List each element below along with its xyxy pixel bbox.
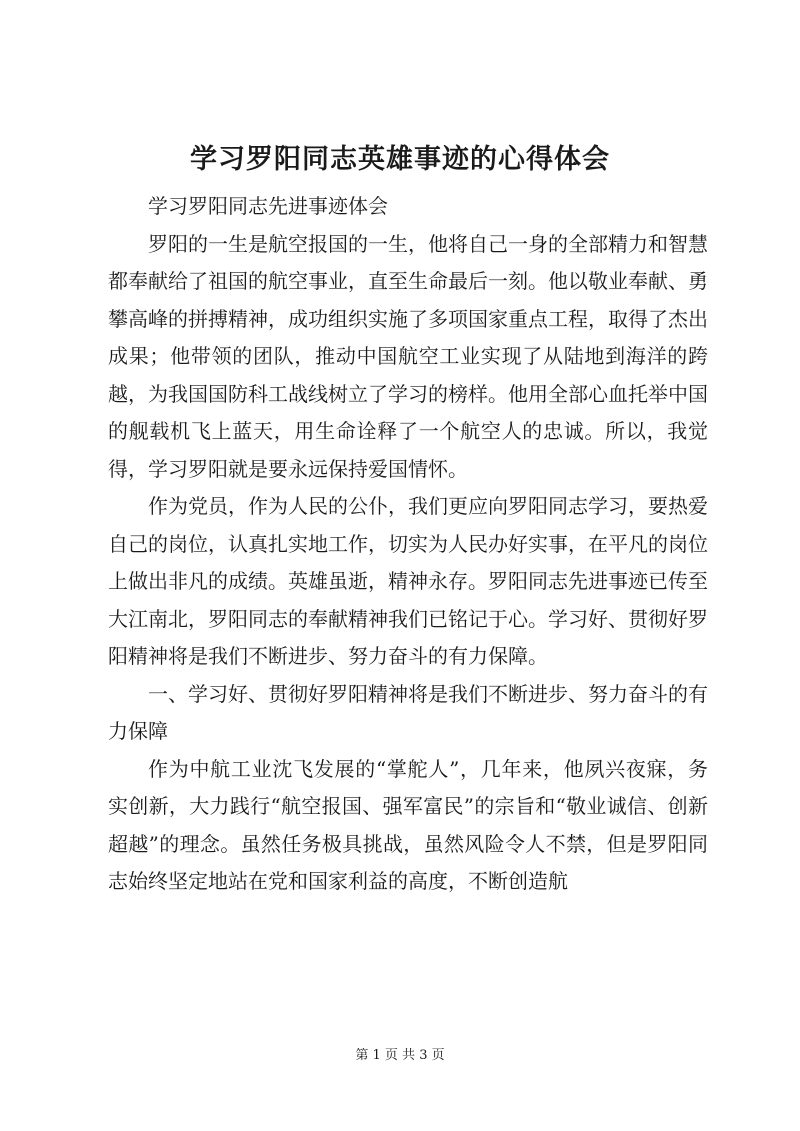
page-footer <box>0 1046 800 1066</box>
subtitle-paragraph: 学习罗阳同志先进事迹体会 <box>148 194 388 218</box>
document-body <box>108 188 708 901</box>
body-paragraph: 作为中航工业沈飞发展的“掌舵人”，几年来，他夙兴夜寐，务实创新，大力践行“航空报国、强军富民”的宗旨和“敬业诚信、创新超越”的理念。虽然任务极具挑战，虽然风险令人不禁，但是罗阳同志始终坚定地站在党和国家利益的高度，不断创造航 <box>108 756 708 893</box>
section-heading: 一、学习好、贯彻好罗阳精神将是我们不断进步、努力奋斗的有力保障 <box>108 681 708 743</box>
document-title: 学习罗阳同志英雄事迹的心得体会 <box>190 144 610 175</box>
page-number-label: 第 1 页 共 3 页 <box>355 1048 445 1063</box>
body-paragraph: 作为党员，作为人民的公仆，我们更应向罗阳同志学习，要热爱自己的岗位，认真扎实地工作，切实为人民办好实事，在平凡的岗位上做出非凡的成绩。英雄虽逝，精神永存。罗阳同志先进事迹已传至大江南北，罗阳同志的奉献精神我们已铭记于心。学习好、贯彻好罗阳精神将是我们不断进步、努力奋斗的有力保障。 <box>108 494 708 668</box>
body-paragraph: 罗阳的一生是航空报国的一生，他将自己一身的全部精力和智慧都奉献给了祖国的航空事业，直至生命最后一刻。他以敬业奉献、勇攀高峰的拼搏精神，成功组织实施了多项国家重点工程，取得了杰出成果；他带领的团队，推动中国航空工业实现了从陆地到海洋的跨越，为我国国防科工战线树立了学习的榜样。他用全部心血托举中国的舰载机飞上蓝天，用生命诠释了一个航空人的忠诚。所以，我觉得，学习罗阳就是要永远保持爱国情怀。 <box>108 231 708 481</box>
